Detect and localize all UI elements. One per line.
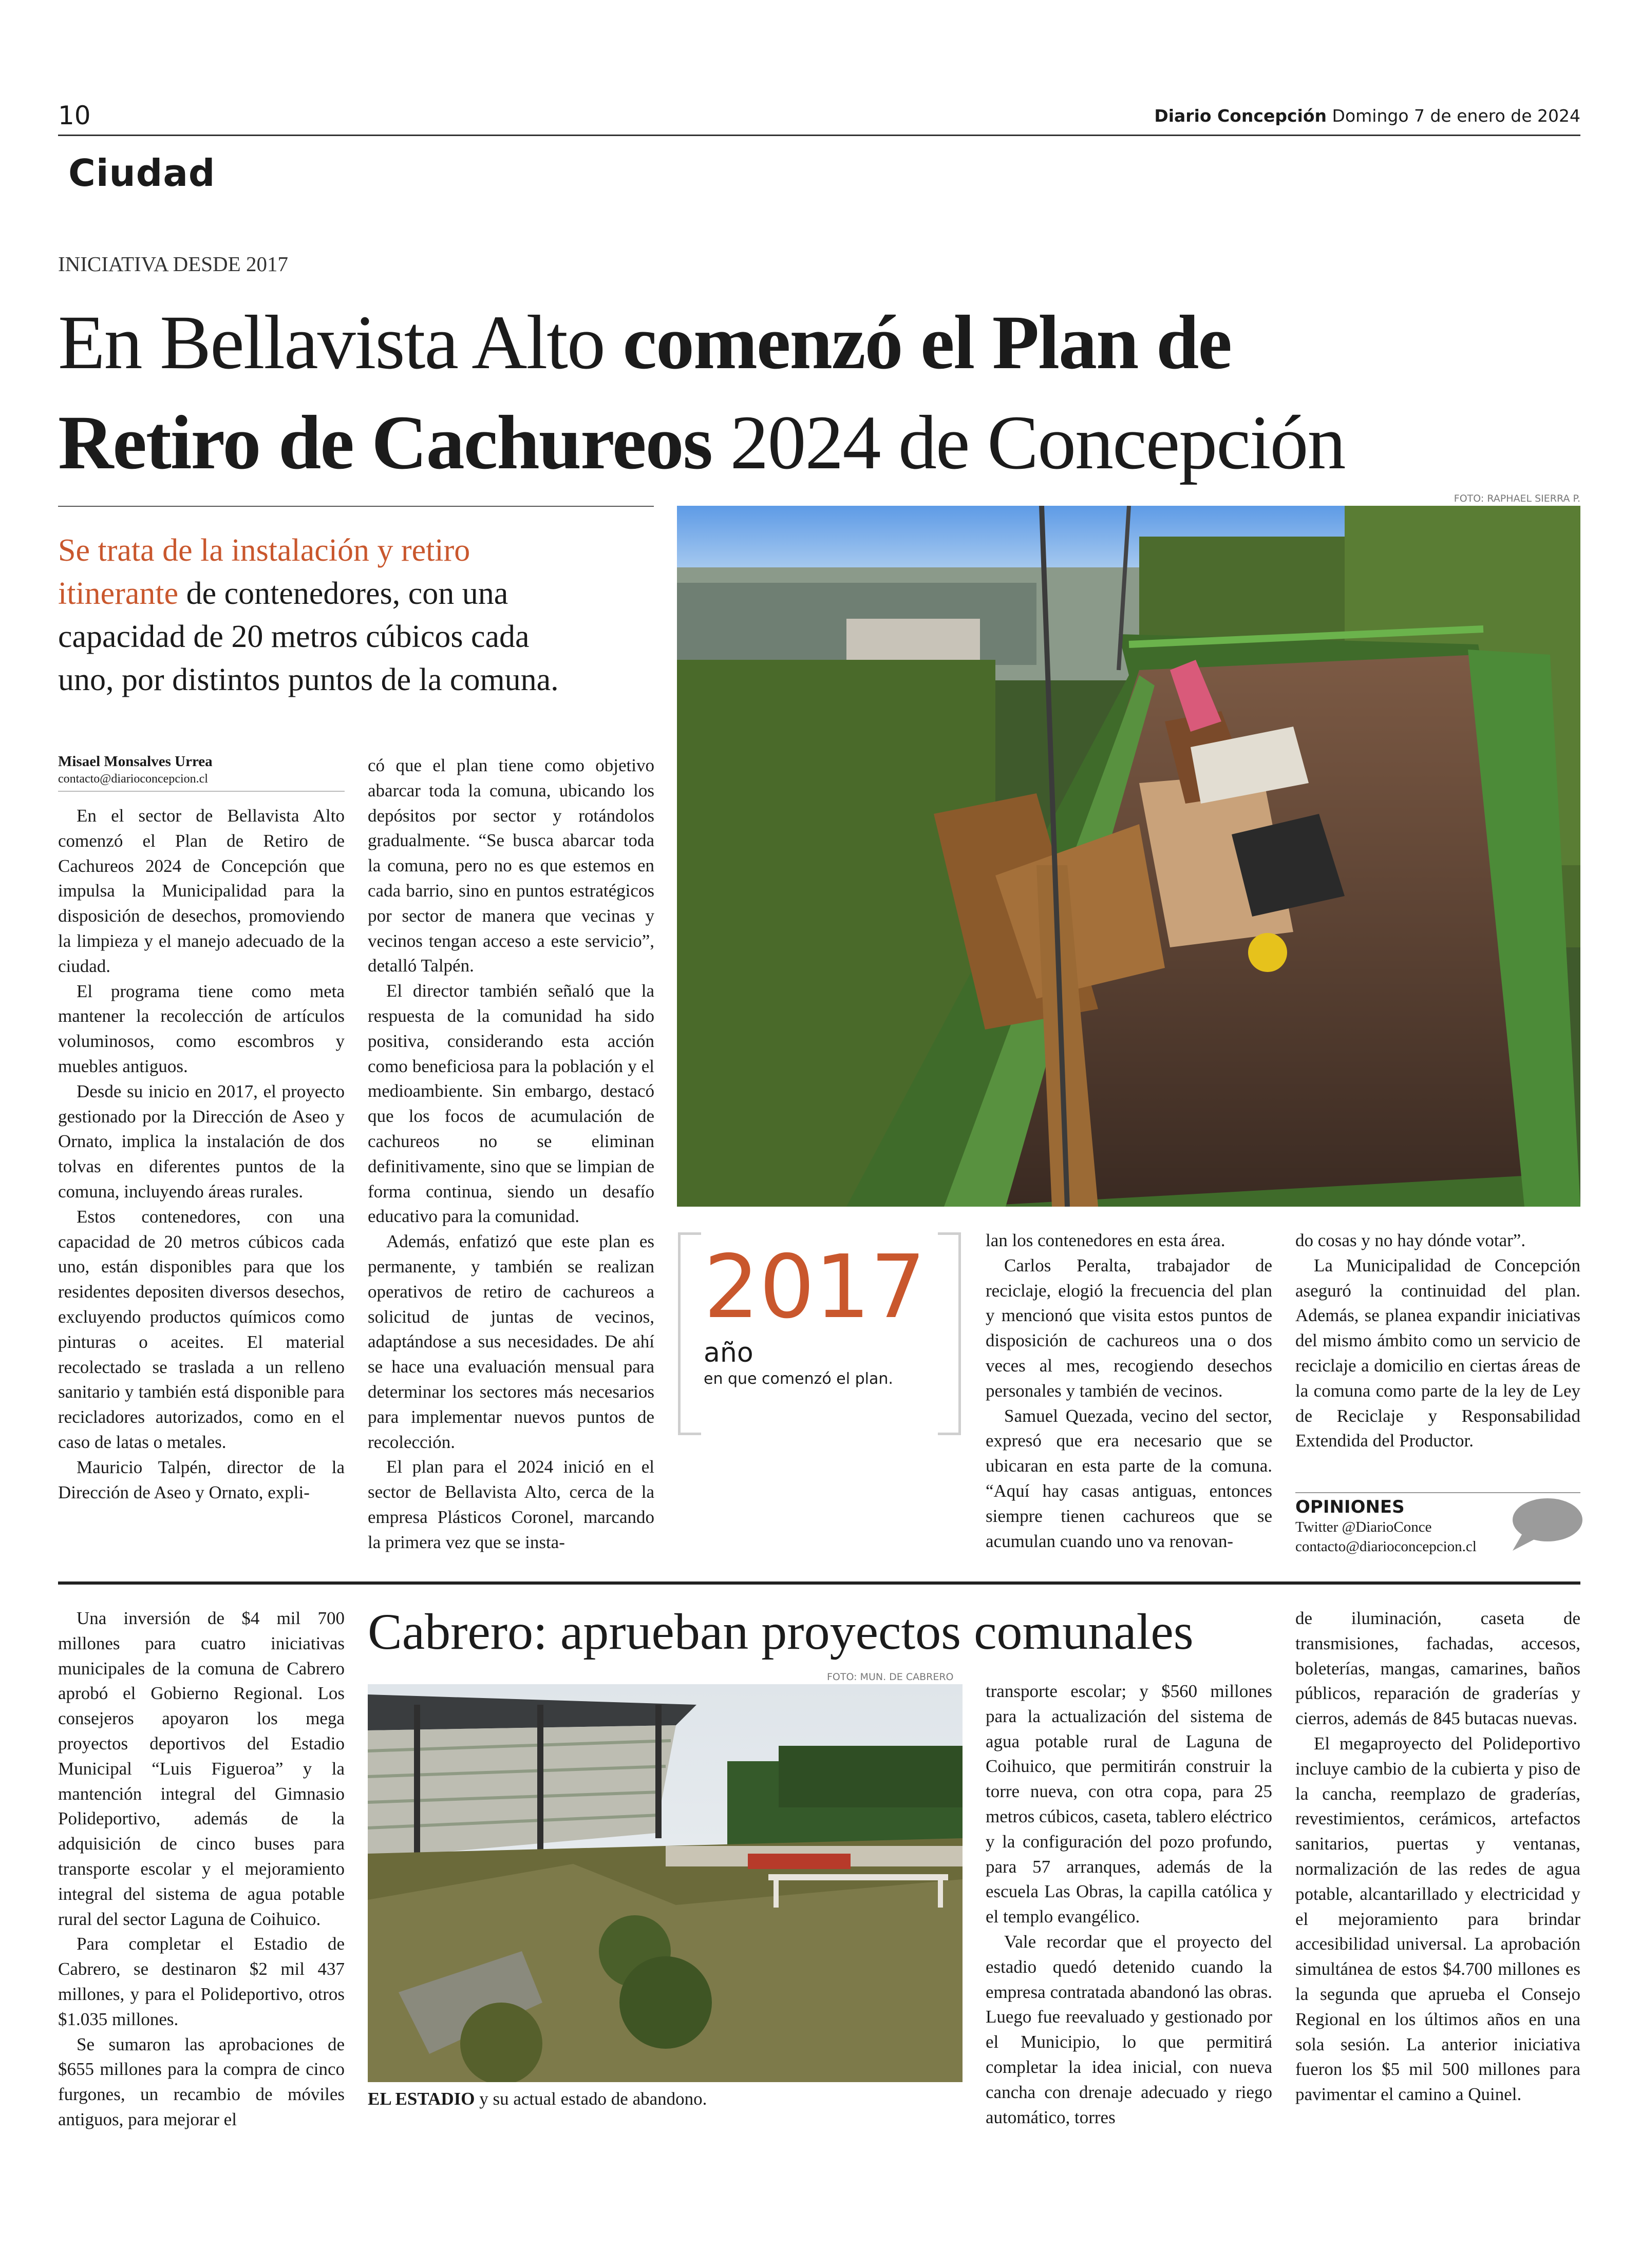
deck-line-3: capacidad de 20 metros cúbicos cada bbox=[58, 619, 530, 654]
deck-rest-1: de contenedores, con una bbox=[178, 576, 508, 611]
deck-line-4: uno, por distintos puntos de la comuna. bbox=[58, 662, 559, 697]
stat-caption: en que comenzó el plan. bbox=[704, 1370, 893, 1388]
main-photo-image bbox=[677, 506, 1580, 1207]
deck-line-1: Se trata de la instalación y retiro bbox=[58, 533, 470, 568]
headline-light-1: En Bellavista Alto bbox=[58, 300, 623, 385]
main-col1-para: Mauricio Talpén, director de la Dirección de Aseo y Ornato, expli- bbox=[58, 1457, 345, 1502]
opiniones-twitter[interactable]: Twitter @DiarioConce bbox=[1295, 1519, 1432, 1535]
deck-rule bbox=[58, 506, 654, 507]
deck-highlight-2: itinerante bbox=[58, 576, 179, 611]
second-column-3 bbox=[1295, 1606, 1580, 2107]
main-column-2 bbox=[368, 753, 654, 1555]
second-col2-continuation: transporte escolar; y $560 millones para la actualización del sistema de agua potable rural de Laguna de Coihuico, que permitirán construir la torre nueva, con otra copa, para 25 metros cúbicos, caseta, tablero eléctrico y la configuración del pozo profundo, para 57 arranques, además de la escuela Las Obras, la capilla católica y el templo evangélico. bbox=[986, 1681, 1272, 1927]
speech-bubble-icon bbox=[1507, 1497, 1585, 1553]
caption-bold: EL ESTADIO bbox=[368, 2089, 475, 2109]
stat-unit: año bbox=[704, 1338, 753, 1368]
section-title: Ciudad bbox=[68, 151, 216, 195]
publication-name: Diario Concepción bbox=[1154, 106, 1327, 126]
main-col2-para: El plan para el 2024 inició en el sector de Bellavista Alto, cerca de la empresa Plásticos Coronel, marcando la primera vez que se insta- bbox=[368, 1457, 654, 1552]
main-column-4 bbox=[1295, 1228, 1580, 1454]
second-photo-caption bbox=[368, 2089, 707, 2109]
author-email: contacto@diarioconcepcion.cl bbox=[58, 772, 208, 786]
second-column-1 bbox=[58, 1606, 345, 2132]
main-col2-continuation: có que el plan tiene como objetivo abarcar toda la comuna, ubicando los depósitos por sector y rotándolos gradualmente. “Se busca abarcar toda la comuna, pero no es que estemos en cada barrio, sino en puntos estratégicos por sector de manera que vecinas y vecinos tengan acceso a este servicio”, detalló Talpén. bbox=[368, 755, 654, 976]
second-photo bbox=[368, 1684, 963, 2082]
main-col2-para: El director también señaló que la respuesta de la comunidad ha sido positiva, considerando esta acción como beneficiosa para la población y el medioambiente. Sin embargo, destacó que los focos de acumulación de cachureos no se eliminan definitivamente, sino que se limpian de forma continua, siendo un desafío educativo para la comunidad. bbox=[368, 981, 654, 1227]
page-number: 10 bbox=[58, 101, 91, 130]
headline-bold-1: comenzó el Plan de bbox=[623, 300, 1231, 385]
second-col1-para: Una inversión de $4 mil 700 millones para cuatro iniciativas municipales de la comuna de Cabrero aprobó el Gobierno Regional. Los consejeros apoyaron los mega proyectos deportivos del Estadio Municipal “Luis Figueroa” y la mantención integral del Gimnasio Polideportivo, además de la adquisición de cinco buses para transporte escolar y el mejoramiento integral del sistema de agua potable rural del sector Laguna de Coihuico. bbox=[58, 1608, 345, 1929]
main-col3-continuation: lan los contenedores en esta área. bbox=[986, 1230, 1225, 1250]
second-photo-image bbox=[368, 1684, 963, 2082]
stat-number: 2017 bbox=[704, 1236, 926, 1338]
deck bbox=[58, 529, 664, 701]
main-col4-continuation: do cosas y no hay dónde votar”. bbox=[1295, 1230, 1526, 1250]
headline-bold-2: Retiro de Cachureos bbox=[58, 400, 730, 485]
second-col2-para: Vale recordar que el proyecto del estadio quedó detenido cuando la empresa contratada abandonó las obras. Luego fue reevaluado y gestionado por el Municipio, lo que permitirá completar la idea inicial, con nueva cancha con drenaje adecuado y riego automático, torres bbox=[986, 1931, 1272, 2127]
headline bbox=[58, 293, 1345, 493]
photo-credit: FOTO: RAPHAEL SIERRA P. bbox=[1454, 493, 1580, 504]
main-col4-para: La Municipalidad de Concepción aseguró la continuidad del plan. Además, se planea expandir iniciativas del mismo ámbito como un servicio de reciclaje a domicilio en ciertas áreas de la comuna como parte de la ley de Ley de Reciclaje y Responsabilidad Extendida del Productor. bbox=[1295, 1255, 1580, 1451]
second-headline: Cabrero: aprueban proyectos comunales bbox=[368, 1603, 1194, 1660]
main-col1-para: En el sector de Bellavista Alto comenzó el Plan de Retiro de Cachureos 2024 de Concepción que impulsa la Municipalidad para la disposición de desechos, promoviendo la limpieza y el manejo adecuado de la ciudad. bbox=[58, 806, 345, 976]
main-column-3 bbox=[986, 1228, 1272, 1554]
byline-rule bbox=[58, 791, 345, 792]
deck-line-2 bbox=[58, 572, 664, 615]
opiniones-email[interactable]: contacto@diarioconcepcion.cl bbox=[1295, 1538, 1477, 1555]
kicker: INICIATIVA DESDE 2017 bbox=[58, 252, 288, 276]
opiniones-rule bbox=[1295, 1492, 1580, 1493]
main-col3-para: Samuel Quezada, vecino del sector, expresó que era necesario que se ubicaran en esta parte de la comuna. “Aquí hay casas antiguas, entonces siempre tienen cachureos que se acumulan cuando uno va renovan- bbox=[986, 1405, 1272, 1551]
byline bbox=[58, 753, 213, 786]
main-col3-para: Carlos Peralta, trabajador de reciclaje, elogió la frecuencia del plan y mencionó que visita estos puntos de disposición de cachureos una o dos veces al mes, recogiendo desechos personales y también de vecinos. bbox=[986, 1255, 1272, 1401]
stat-box bbox=[704, 1236, 930, 1390]
opiniones-title: OPINIONES bbox=[1295, 1497, 1405, 1517]
main-col1-para: Estos contenedores, con una capacidad de 20 metros cúbicos cada uno, están disponibles para que los residentes depositen diversos desechos, excluyendo productos químicos como pinturas o aceites. El material recolectado se traslada a un relleno sanitario y también está disponible para recicladores autorizados, como en el caso de latas o metales. bbox=[58, 1206, 345, 1452]
second-col1-para: Para completar el Estadio de Cabrero, se destinaron $2 mil 437 millones, y para el Polideportivo, otros $1.035 millones. bbox=[58, 1934, 345, 2029]
header-rule bbox=[58, 135, 1580, 136]
stat-bracket-right bbox=[938, 1232, 961, 1435]
second-column-2 bbox=[986, 1679, 1272, 2130]
second-col3-continuation: de iluminación, caseta de transmisiones, fachadas, accesos, boleterías, mangas, camarines, baños públicos, reparación de graderías y cierros, además de 845 butacas nuevas. bbox=[1295, 1608, 1580, 1729]
main-col2-para: Además, enfatizó que este plan es permanente, y también se realizan operativos de retiro de cachureos a solicitud de juntas de vecinos, adaptándose a sus necesidades. De ahí se hace una evaluación mensual para determinar los sectores más necesarios para implementar nuevos puntos de recolección. bbox=[368, 1231, 654, 1452]
second-col3-para: El megaproyecto del Polideportivo incluye cambio de la cubierta y piso de la cancha, reemplazo de graderías, revestimientos, cerámicos, artefactos sanitarios, puertas y ventanas, normalización de las redes de agua potable, alcantarillado y electricidad y el mejoramiento para brindar accesibilidad universal. La aprobación simultánea de estos $4.700 millones es la segunda que aprueba el Consejo Regional en los últimos años en una sola sesión. La anterior iniciativa fueron los $5 mil 500 millones para pavimentar el camino a Quinel. bbox=[1295, 1733, 1580, 2105]
article-separator bbox=[58, 1581, 1580, 1585]
stat-bracket-left bbox=[678, 1232, 701, 1435]
main-column-1 bbox=[58, 804, 345, 1505]
main-col1-para: Desde su inicio en 2017, el proyecto gestionado por la Dirección de Aseo y Ornato, implica la instalación de dos tolvas en diferentes puntos de la comuna, incluyendo áreas rurales. bbox=[58, 1081, 345, 1202]
author-name: Misael Monsalves Urrea bbox=[58, 753, 213, 770]
headline-line-1 bbox=[58, 293, 1345, 393]
headline-light-2: 2024 de Concepción bbox=[730, 400, 1345, 485]
publication-date: Domingo 7 de enero de 2024 bbox=[1332, 106, 1580, 126]
main-col1-para: El programa tiene como meta mantener la recolección de artículos voluminosos, como escombros y muebles antiguos. bbox=[58, 981, 345, 1076]
main-photo bbox=[677, 506, 1580, 1207]
second-photo-credit: FOTO: MUN. DE CABRERO bbox=[827, 1671, 954, 1683]
caption-rest: y su actual estado de abandono. bbox=[475, 2089, 707, 2109]
headline-line-2 bbox=[58, 393, 1345, 493]
publication-dateline bbox=[1154, 106, 1580, 126]
second-col1-para: Se sumaron las aprobaciones de $655 millones para la compra de cinco furgones, un recambio de móviles antiguos, para mejorar el bbox=[58, 2034, 345, 2129]
